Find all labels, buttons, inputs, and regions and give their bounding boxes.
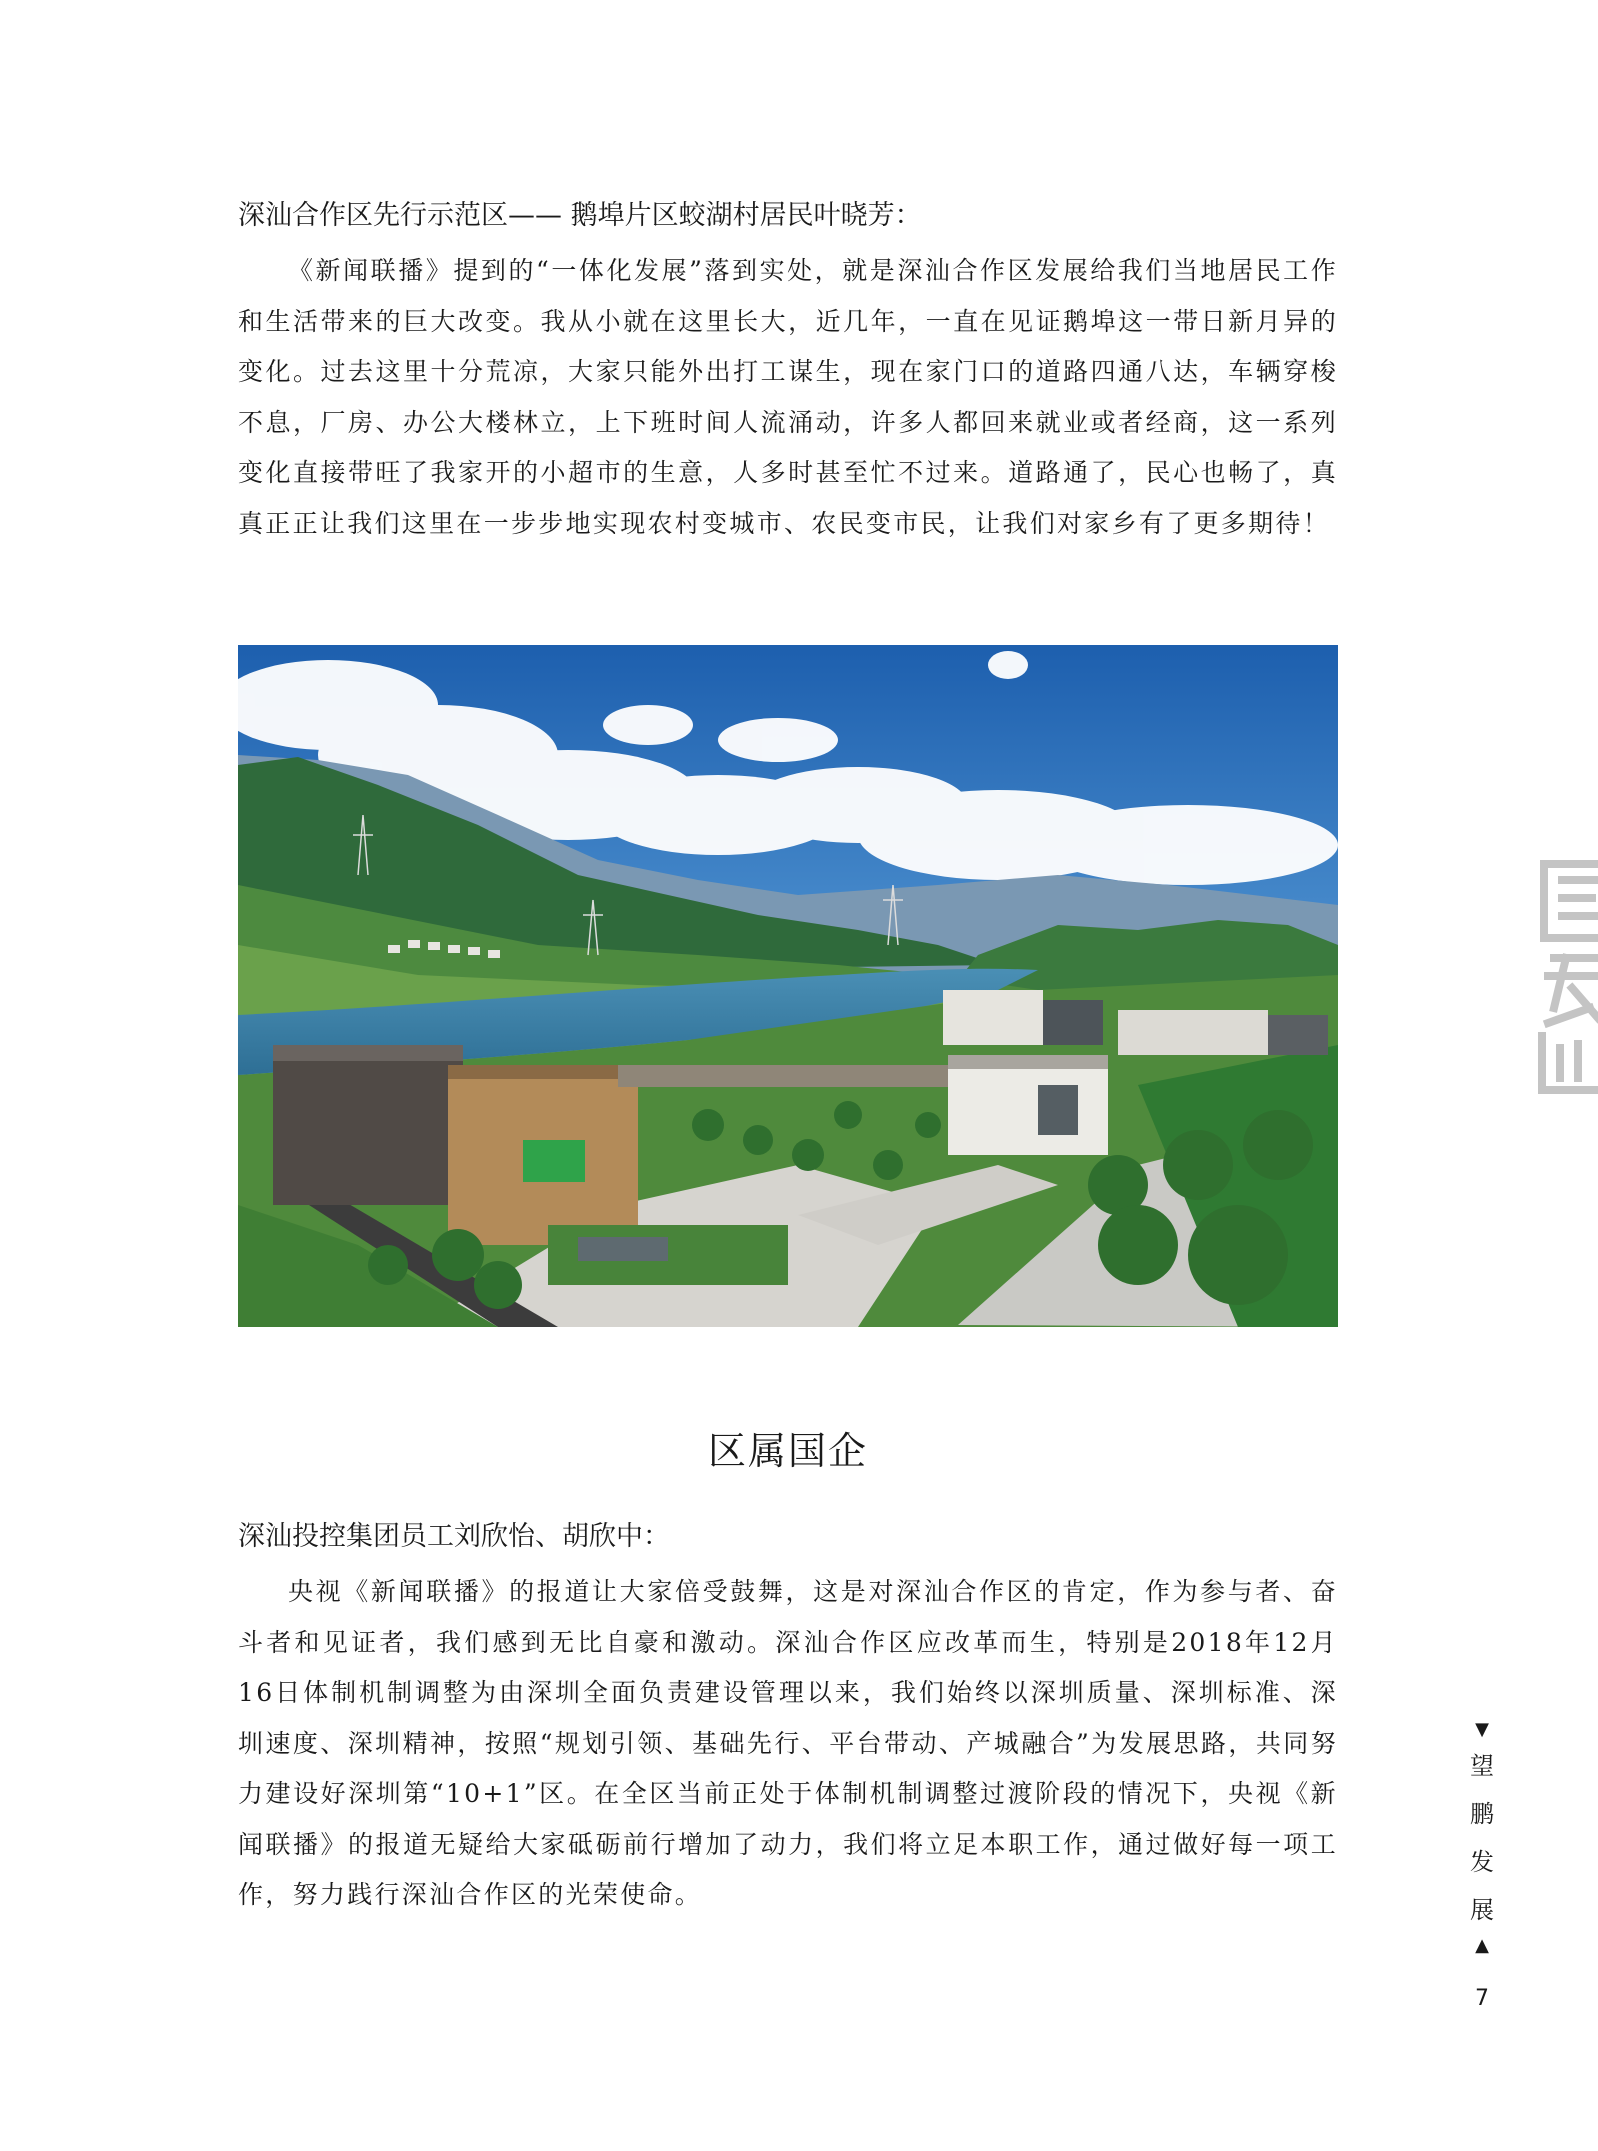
page-number: 7 <box>1475 1986 1489 2011</box>
side-title-char: 发 <box>1470 1848 1494 1876</box>
side-title-char: 鹏 <box>1470 1800 1494 1828</box>
side-title-char: 展 <box>1470 1896 1494 1924</box>
paragraph-resident: 《新闻联播》提到的“一体化发展”落到实处，就是深汕合作区发展给我们当地居民工作和生活带来的巨大改变。我从小就在这里长大，近几年，一直在见证鹅埠这一带日新月异的变化。过去这里十分荒凉，大家只能外出打工谋生，现在家门口的道路四通八达，车辆穿梭不息，厂房、办公大楼林立，上下班时间人流涌动，许多人都回来就业或者经商，这一系列变化直接带旺了我家开的小超市的生意，人多时甚至忙不过来。道路通了，民心也畅了，真真正正让我们这里在一步步地实现农村变城市、农民变市民，让我们对家乡有了更多期待！ <box>238 256 1338 538</box>
side-column-title <box>1462 1718 1502 1958</box>
paragraph-employees: 央视《新闻联播》的报道让大家倍受鼓舞，这是对深汕合作区的肯定，作为参与者、奋斗者和见证者，我们感到无比自豪和激动。深汕合作区应改革而生，特别是2018年12月16日体制机制调整为由深圳全面负责建设管理以来，我们始终以深圳质量、深圳标准、深圳速度、深圳精神，按照“规划引领、基础先行、平台带动、产城融合”为发展思路，共同努力建设好深圳第“10+1”区。在全区当前正处于体制机制调整过渡阶段的情况下，央视《新闻联播》的报道无疑给大家砥砺前行增加了动力，我们将立足本职工作，通过做好每一项工作，努力践行深汕合作区的光荣使命。 <box>238 1577 1338 1909</box>
speaker-employees: 深汕投控集团员工刘欣怡、胡欣中： <box>238 1521 670 1552</box>
speaker-resident: 深汕合作区先行示范区—— 鹅埠片区蛟湖村居民叶晓芳： <box>238 200 922 231</box>
seal-stamp-icon <box>1532 858 1598 1098</box>
triangle-up-icon: ▲ <box>1475 1935 1489 1956</box>
section-title: 区属国企 <box>707 1429 868 1473</box>
article-content <box>238 196 1338 1921</box>
aerial-photo-illustration <box>238 645 1338 1327</box>
aerial-photo <box>238 645 1338 1327</box>
side-title-char: 望 <box>1470 1752 1494 1780</box>
seal-stamp-graphic <box>1532 858 1598 1098</box>
triangle-down-icon: ▼ <box>1475 1719 1489 1740</box>
